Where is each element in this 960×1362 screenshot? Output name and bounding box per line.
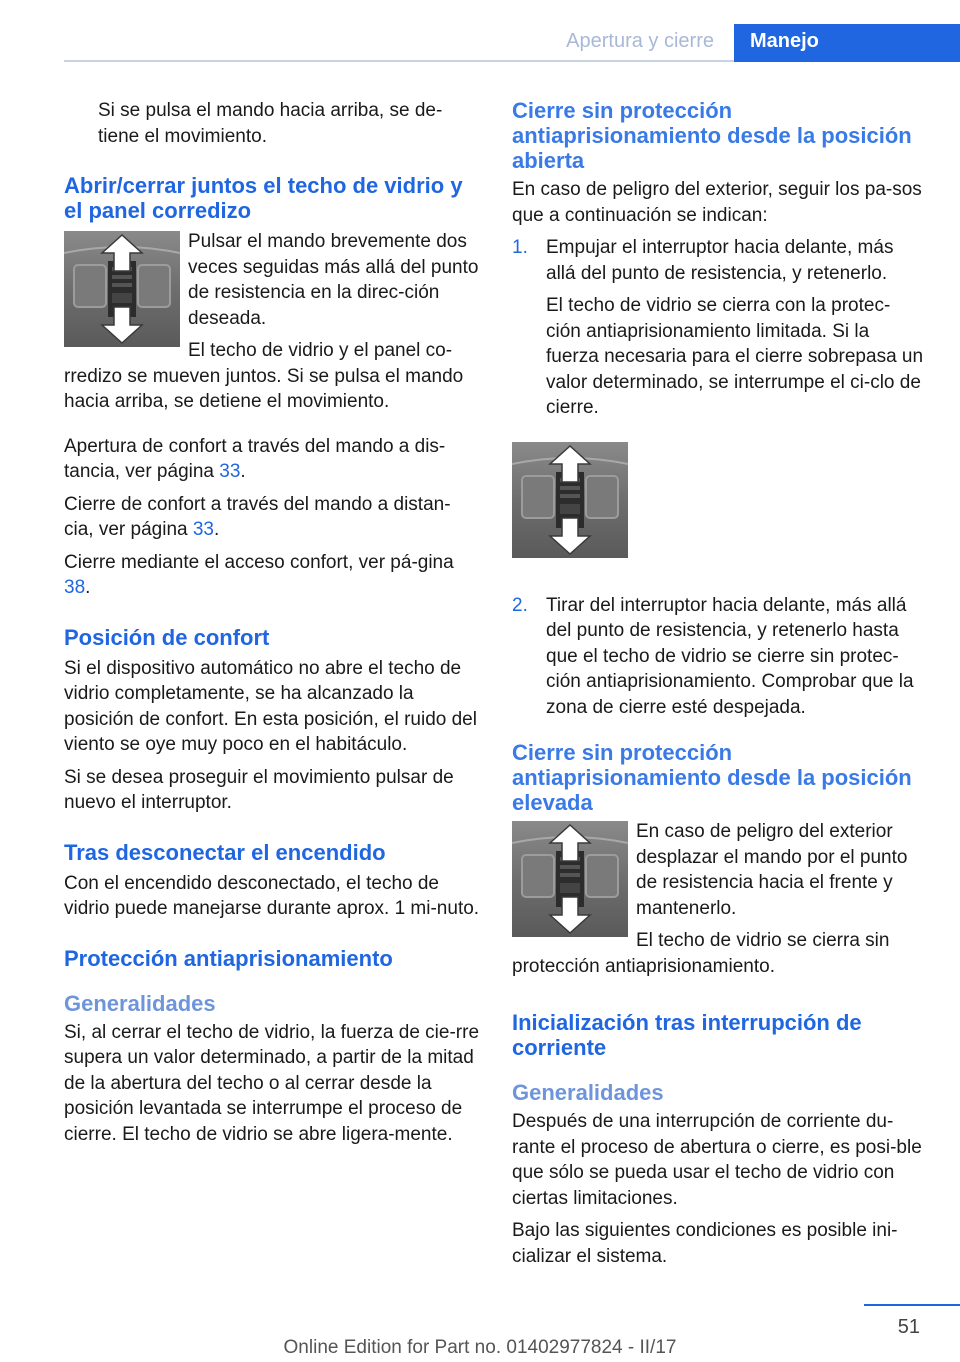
page-link-33b[interactable]: 33	[192, 519, 214, 540]
init-paragraph-1: Después de una interrupción de corriente du-rante el proceso de abertura o cierre, es posi-ble que sólo se pueda usar el techo de vidrio con ciertas limitaciones.	[512, 1111, 922, 1209]
ref-paragraph-1	[64, 434, 480, 485]
step-number-1: 1.	[512, 237, 528, 258]
abrir-paragraph-1: Pulsar el mando brevemente dos veces seguidas más allá del punto de resistencia en la direc-ción deseada.	[188, 231, 479, 329]
step-number-2: 2.	[512, 594, 528, 616]
heading-generalidades: Generalidades	[64, 990, 216, 1016]
ref-paragraph-3	[64, 550, 480, 601]
header-section-title[interactable]: Apertura y cierre	[566, 30, 714, 52]
init-paragraph-2: Bajo las siguientes condiciones es posible ini-cializar el sistema.	[512, 1220, 898, 1267]
abierta-paragraph: En caso de peligro del exterior, seguir los pa-sos que a continuación se indican:	[512, 179, 922, 226]
steps-list	[512, 235, 924, 421]
roof-switch-illustration	[512, 442, 628, 558]
period: .	[85, 577, 91, 598]
heading-posicion-confort: Posición de confort	[64, 624, 270, 650]
page-link-38[interactable]: 38	[64, 577, 86, 598]
right-column	[512, 98, 924, 1276]
page-number: 51	[897, 1316, 920, 1338]
footer-rule	[864, 1304, 960, 1306]
tras-paragraph: Con el encendido desconectado, el techo de vidrio puede manejarse durante aprox. 1 mi-nuto.	[64, 872, 480, 919]
step2-paragraph: Tirar del interruptor hacia delante, más allá del punto de resistencia, y retenerlo hasta que el techo de vidrio se cierre sin protec-ción antiaprisionamiento. Comprobar que la zona de cierre esté despejada.	[546, 594, 914, 718]
heading-abrir-cerrar: Abrir/cerrar juntos el techo de vidrio y el panel corredizo	[64, 173, 463, 223]
roof-switch-illustration	[512, 821, 628, 937]
edition-footer: Online Edition for Part no. 01402977824 - II/17	[283, 1337, 677, 1358]
step1-paragraph-2: El techo de vidrio se cierra con la protec-ción antiaprisionamiento limitada. Si la fuerza necesaria para el cierre sobrepasa un valor determinado, se interrumpe el ci-clo de cierre.	[546, 295, 924, 418]
steps-list-continued	[512, 593, 924, 721]
page-link-33[interactable]: 33	[219, 461, 241, 482]
period: .	[214, 519, 220, 540]
roof-switch-illustration	[64, 231, 180, 347]
confort-paragraph-1: Si el dispositivo automático no abre el techo de vidrio completamente, se ha alcanzado la posición de confort. En esta posición, el ruido del viento se oye muy poco en el habitáculo.	[64, 657, 477, 755]
ref-text-1: Apertura de confort a través del mando a dis-tancia, ver página	[64, 435, 446, 482]
heading-generalidades-2: Generalidades	[512, 1080, 664, 1105]
heading-inicializacion: Inicialización tras interrupción de corriente	[512, 1010, 862, 1060]
heading-cierre-abierta: Cierre sin protección antiaprisionamiento desde la posición abierta	[512, 98, 912, 173]
ref-paragraph-2	[64, 492, 480, 543]
elevada-paragraph-1: En caso de peligro del exterior desplazar el mando por el punto de resistencia hacia el frente y mantenerlo.	[636, 821, 908, 919]
elevada-paragraph-2: El techo de vidrio se cierra sin protección antiaprisionamiento.	[512, 930, 890, 977]
list-item	[512, 593, 924, 721]
heading-proteccion: Protección antiaprisionamiento	[64, 945, 393, 971]
intro-paragraph: Si se pulsa el mando hacia arriba, se de-tiene el movimiento.	[98, 100, 443, 147]
heading-cierre-elevada: Cierre sin protección antiaprisionamiento desde la posición elevada	[512, 740, 912, 815]
step1-paragraph-1: Empujar el interruptor hacia delante, más allá del punto de resistencia, y retenerlo.	[546, 237, 894, 284]
heading-tras-desconectar: Tras desconectar el encendido	[64, 839, 386, 865]
period: .	[240, 461, 246, 482]
ref-text-2: Cierre de confort a través del mando a distan-cia, ver página	[64, 493, 451, 540]
generalidades-paragraph: Si, al cerrar el techo de vidrio, la fuerza de cie-rre supera un valor determinado, a partir de la mitad de la abertura del techo o al cerrar desde la posición levantada se interrumpe el proceso de cierre. El techo de vidrio se abre ligera-mente.	[64, 1021, 480, 1145]
header-tab-manejo[interactable]: Manejo	[734, 24, 960, 62]
list-item	[512, 235, 924, 421]
abrir-paragraph-2: El techo de vidrio y el panel co-rredizo se mueven juntos. Si se pulsa el mando hacia arriba, se detiene el movimiento.	[64, 340, 464, 412]
ref-text-3: Cierre mediante el acceso confort, ver pá-gina	[64, 551, 454, 573]
confort-paragraph-2: Si se desea proseguir el movimiento pulsar de nuevo el interruptor.	[64, 766, 454, 813]
left-column	[64, 98, 480, 1154]
